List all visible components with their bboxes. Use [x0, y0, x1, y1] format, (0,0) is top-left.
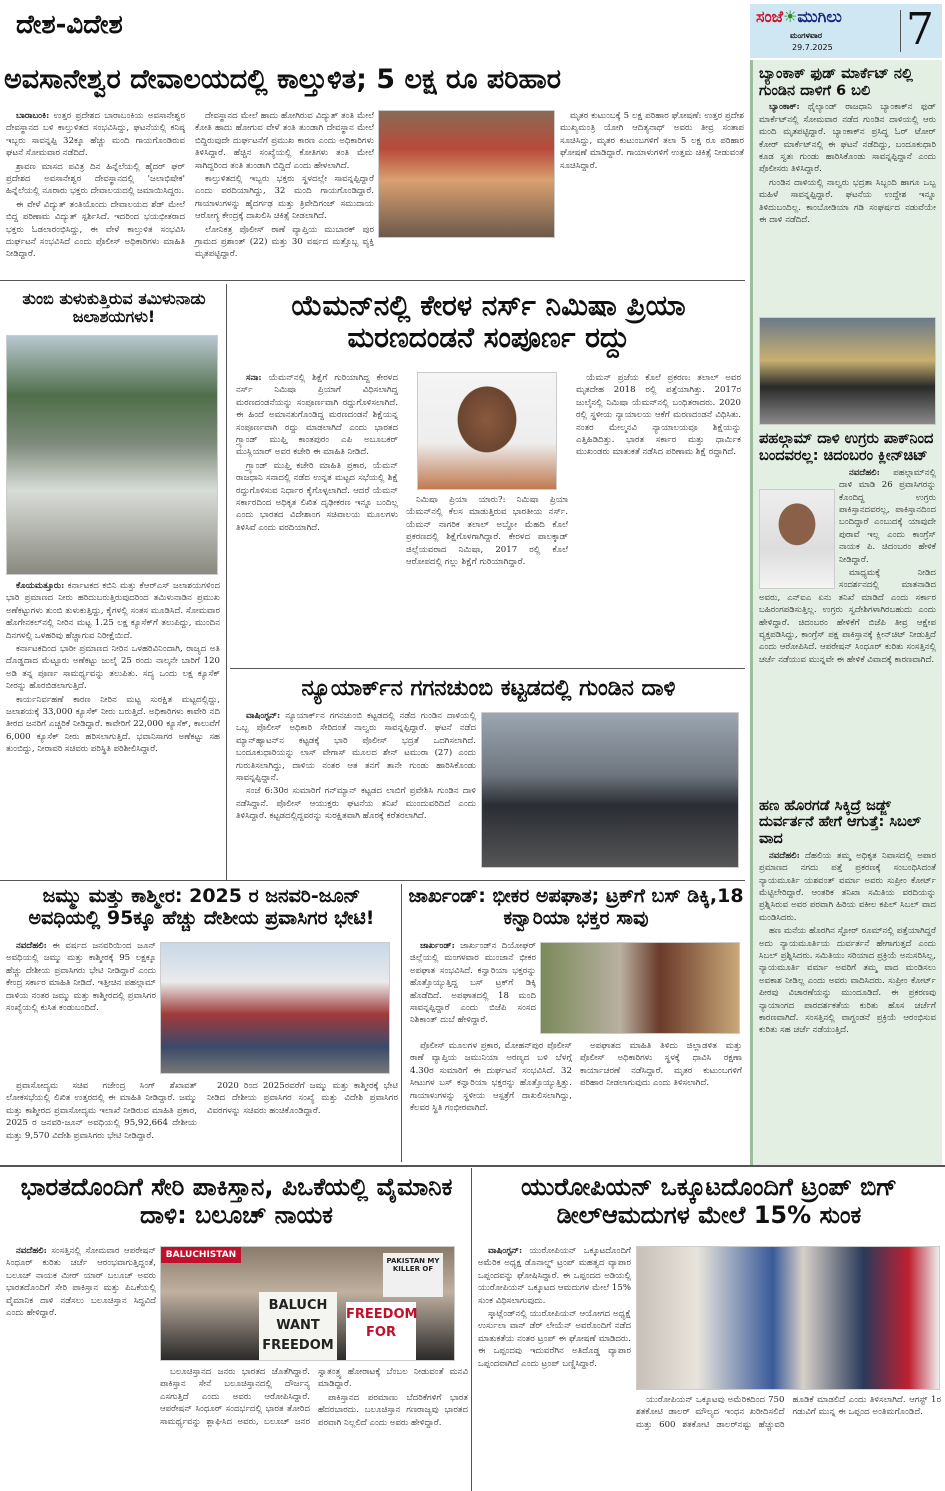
headline-sibal: ಹಣ ಹೊರಗಡೆ ಸಿಕ್ಕಿದ್ರೆ ಜಡ್ಜ್ ದುರ್ವರ್ತನೆ ಹೇಗೆ ಆಗುತ್ತೆ: ಸಿಬಲ್ ವಾದ	[759, 797, 921, 848]
palm-icon: ☀	[782, 7, 798, 26]
page-number: 7	[906, 4, 934, 55]
masthead	[750, 4, 942, 58]
article-body-yemen: ಸನಾ: ಯೆಮನ್‌ನಲ್ಲಿ ಶಿಕ್ಷೆಗೆ ಗುರಿಯಾಗಿದ್ದ ಕೇರಳದ ನರ್ಸ್ ನಿಮಿಷಾ ಪ್ರಿಯಾಗೆ ವಿಧಿಸಲಾಗಿದ್ದ ಮರಣದಂಡನೆಯನ್ನು ಸಂಪೂರ್ಣವಾಗಿ ರದ್ದುಗೊಳಿಸಲಾಗಿದೆ. ಈ ಹಿಂದೆ ಅಮಾನತುಗೊಂಡಿದ್ದ ಮರಣದಂಡನೆ ಶಿಕ್ಷೆಯನ್ನ ಸಂಪೂರ್ಣವಾಗಿ ರದ್ದು ಮಾಡಲಾಗಿದೆ ಎಂದು ಭಾರತದ ಗ್ರ್ಯಾಂಡ್ ಮುಫ್ತಿ ಕಾಂತಪುರಂ ಎಪಿ ಅಬೂಬಕರ್ ಮುಸ್ಲಿಯಾರ್ ಅವರ ಕಚೇರಿ ಈ ಮಾಹಿತಿ ನೀಡಿದೆ. ಗ್ರ್ಯಾಂಡ್ ಮುಫ್ತಿ ಕಚೇರಿ ಮಾಹಿತಿ ಪ್ರಕಾರ, ಯೆಮನ್ ರಾಜಧಾನಿ ಸನಾದಲ್ಲಿ ನಡೆದ ಉನ್ನತ ಮಟ್ಟದ ಸಭೆಯಲ್ಲಿ ಶಿಕ್ಷೆ ರದ್ದುಗೊಳಿಸುವ ನಿರ್ಧಾರ ಕೈಗೊಳ್ಳಲಾಗಿದೆ. ಆದರೆ ಯೆಮನ್ ಸರ್ಕಾರದಿಂದ ಅಧಿಕೃತ ಲಿಖಿತ ದೃಢೀಕರಣ ಇನ್ನೂ ಬಂದಿಲ್ಲ ಎಂದು ಭಾರತದ ವಿದೇಶಾಂಗ ಸಚಿವಾಲಯ ಮೂಲಗಳು ತಿಳಿಸಿವೆ ಎಂದು ವರದಿಯಾಗಿದೆ.	[236, 373, 398, 533]
article-body-jharkhand-left: ಜಾರ್ಖಂಡ್: ಜಾರ್ಖಂಡ್‌ನ ದಿಯೋಘರ್ ಜಿಲ್ಲೆಯಲ್ಲಿ ಮಂಗಳವಾರ ಮುಂಜಾನೆ ಭೀಕರ ಅಪಘಾತ ಸಂಭವಿಸಿದೆ. ಕನ್ವಾರಿಯಾ ಭಕ್ತರನ್ನು ಹೊತ್ತೊಯ್ಯುತ್ತಿದ್ದ ಬಸ್ ಟ್ರಕ್‌ಗೆ ಡಿಕ್ಕಿ ಹೊಡೆದಿದೆ. ಅಪಘಾತದಲ್ಲಿ 18 ಮಂದಿ ಸಾವನ್ನಪ್ಪಿದ್ದಾರೆ ಎಂದು ಬಿಜೆಪಿ ಸಂಸದ ನಿಶಿಕಾಂತ್ ದುಬೆ ಹೇಳಿದ್ದಾರೆ.	[410, 941, 536, 1026]
photo-stampede-crowd	[378, 110, 555, 238]
article-body-jammu: ಪ್ರವಾಸೋದ್ಯಮ ಸಚಿವ ಗಜೇಂದ್ರ ಸಿಂಗ್ ಶೆಖಾವತ್ ಲೋಕಸಭೆಯಲ್ಲಿ ಲಿಖಿತ ಉತ್ತರದಲ್ಲಿ ಈ ಮಾಹಿತಿ ನೀಡಿದ್ದಾರೆ. ಜಮ್ಮು ಮತ್ತು ಕಾಶ್ಮೀರದ ಪ್ರವಾಸೋದ್ಯಮ ಇಲಾಖೆ ನೀಡಿರುವ ಮಾಹಿತಿ ಪ್ರಕಾರ, 2025 ರ ಜನವರಿ-ಜೂನ್ ಅವಧಿಯಲ್ಲಿ 95,92,664 ದೇಶೀಯ ಮತ್ತು 9,570 ವಿದೇಶಿ ಪ್ರವಾಸಿಗರು ಭೇಟಿ ನೀಡಿದ್ದಾರೆ. 2020 ರಿಂದ 2025ರವರೆಗೆ ಜಮ್ಮು ಮತ್ತು ಕಾಶ್ಮೀರಕ್ಕೆ ಭೇಟಿ ನೀಡಿದ ದೇಶೀಯ ಪ್ರವಾಸಿಗರ ಸಂಖ್ಯೆ ಮತ್ತು ವಿದೇಶಿ ಪ್ರವಾಸಿಗರ ವಿವರಗಳನ್ನು ಸಚಿವರು ಹಂಚಿಕೊಂಡಿದ್ದಾರೆ.	[6, 1081, 398, 1141]
protest-sign: FREEDOM FOR	[346, 1302, 416, 1361]
article-body-sibal: ನವದೆಹಲಿ: ದೆಹಲಿಯ ತಮ್ಮ ಅಧಿಕೃತ ನಿವಾಸದಲ್ಲಿ ಅಪಾರ ಪ್ರಮಾಣದ ನಗದು ಪತ್ತೆ ಪ್ರಕರಣಕ್ಕೆ ಸಂಬಂಧಿಸಿದಂತೆ ನ್ಯಾಯಮೂರ್ತಿ ಯಶವಂತ್ ವರ್ಮಾ ಅವರು ಸುಪ್ರೀಂ ಕೋರ್ಟ್ ಮೆಟ್ಟಿಲೇರಿದ್ದಾರೆ. ಆಂತರಿಕ ತನಿಖಾ ಸಮಿತಿಯ ವರದಿಯನ್ನು ಪ್ರಶ್ನಿಸಿರುವ ಅವರ ಪರವಾಗಿ ಹಿರಿಯ ವಕೀಲ ಕಪಿಲ್ ಸಿಬಲ್ ವಾದ ಮಂಡಿಸಿದರು. ಹಣ ಮನೆಯ ಹೊರಗಿನ ಸ್ಟೋರ್ ರೂಮ್‌ನಲ್ಲಿ ಪತ್ತೆಯಾಗಿದ್ದರೆ ಅದು ನ್ಯಾಯಮೂರ್ತಿಯ ದುರ್ವರ್ತನೆ ಹೇಗಾಗುತ್ತದೆ ಎಂದು ಸಿಬಲ್ ಪ್ರಶ್ನಿಸಿದರು. ಸಮಿತಿಯು ಸರಿಯಾದ ಪ್ರಕ್ರಿಯೆ ಅನುಸರಿಸಿಲ್ಲ, ನ್ಯಾಯಮೂರ್ತಿ ವರ್ಮಾ ಅವರಿಗೆ ತಮ್ಮ ವಾದ ಮಂಡಿಸಲು ಅವಕಾಶ ನೀಡಿಲ್ಲ ಎಂದು ಅವರು ವಾದಿಸಿದರು. ಸುಪ್ರೀಂ ಕೋರ್ಟ್ ಪೀಠವು ವಿಚಾರಣೆಯನ್ನು ಮುಂದೂಡಿದೆ. ಈ ಪ್ರಕರಣವು ನ್ಯಾಯಾಂಗದ ಪಾರದರ್ಶಕತೆಯ ಕುರಿತು ಹೊಸ ಚರ್ಚೆಗೆ ಕಾರಣವಾಗಿದೆ. ಸಂಸತ್ತಿನಲ್ಲಿ ವಾಗ್ದಂಡನೆ ಪ್ರಕ್ರಿಯೆ ಆರಂಭಿಸುವ ಕುರಿತು ಸಹ ಚರ್ಚೆ ನಡೆಯುತ್ತಿದೆ.	[759, 850, 936, 1036]
article-body-jharkhand: ಪೊಲೀಸ್ ಮೂಲಗಳ ಪ್ರಕಾರ, ಮೋಹನ್‌ಪುರ ಪೊಲೀಸ್ ಠಾಣೆ ವ್ಯಾಪ್ತಿಯ ಜಮುನಿಯಾ ಅರಣ್ಯದ ಬಳಿ ಬೆಳಗ್ಗೆ 4.30ರ ಸುಮಾರಿಗೆ ಈ ದುರ್ಘಟನೆ ಸಂಭವಿಸಿದೆ. 32 ಸೀಟುಗಳ ಬಸ್ ಕನ್ವಾರಿಯಾ ಭಕ್ತರನ್ನು ಹೊತ್ತೊಯ್ಯುತ್ತಿತ್ತು. ಗಾಯಾಳುಗಳನ್ನು ಸ್ಥಳೀಯ ಆಸ್ಪತ್ರೆಗೆ ದಾಖಲಿಸಲಾಗಿದ್ದು, ಕೆಲವರ ಸ್ಥಿತಿ ಗಂಭೀರವಾಗಿದೆ. ಅಪಘಾತದ ಮಾಹಿತಿ ತಿಳಿದು ಜಿಲ್ಲಾಡಳಿತ ಮತ್ತು ಪೊಲೀಸ್ ಅಧಿಕಾರಿಗಳು ಸ್ಥಳಕ್ಕೆ ಧಾವಿಸಿ ರಕ್ಷಣಾ ಕಾರ್ಯಾಚರಣೆ ನಡೆಸಿದ್ದಾರೆ. ಮೃತರ ಕುಟುಂಬಗಳಿಗೆ ಪರಿಹಾರ ನೀಡಲಾಗುವುದು ಎಂದು ತಿಳಿಸಲಾಗಿದೆ.	[410, 1041, 742, 1114]
article-body-baloch: ಬಲೂಚಿಸ್ತಾನದ ಜನರು ಭಾರತದ ಜೊತೆಗಿದ್ದಾರೆ. ಪಾಕಿಸ್ತಾನ ಸೇನೆ ಬಲೂಚಿಸ್ತಾನದಲ್ಲಿ ದೌರ್ಜನ್ಯ ಎಸಗುತ್ತಿದೆ ಎಂದು ಅವರು ಆರೋಪಿಸಿದ್ದಾರೆ. ಆಪರೇಷನ್ ಸಿಂಧೂರ್ ಸಂದರ್ಭದಲ್ಲಿ ಭಾರತ ತೋರಿದ ಸಾಮರ್ಥ್ಯವನ್ನು ಶ್ಲಾಘಿಸಿದ ಅವರು, ಬಲೂಚ್ ಜನರ ಸ್ವಾತಂತ್ರ್ಯ ಹೋರಾಟಕ್ಕೆ ಬೆಂಬಲ ನೀಡುವಂತೆ ಮನವಿ ಮಾಡಿದ್ದಾರೆ. ಪಾಕಿಸ್ತಾನದ ಪರಮಾಣು ಬೆದರಿಕೆಗಳಿಗೆ ಭಾರತ ಹೆದರಬಾರದು. ಬಲೂಚಿಸ್ತಾನ ಗಣರಾಜ್ಯವು ಭಾರತದ ಪರವಾಗಿ ನಿಲ್ಲಲಿದೆ ಎಂದು ಅವರು ಹೇಳಿದ್ದಾರೆ.	[160, 1367, 468, 1428]
article-body-bangkok: ಬ್ಯಾಂಕಾಕ್: ಥೈಲ್ಯಾಂಡ್ ರಾಜಧಾನಿ ಬ್ಯಾಂಕಾಕ್‌ನ ಫುಡ್ ಮಾರ್ಕೆಟ್‌ನಲ್ಲಿ ಸೋಮವಾರ ನಡೆದ ಗುಂಡಿನ ದಾಳಿಯಲ್ಲಿ ಆರು ಮಂದಿ ಮೃತಪಟ್ಟಿದ್ದಾರೆ. ಬ್ಯಾಂಕಾಕ್‌ನ ಪ್ರಸಿದ್ಧ ಓರ್ ಟೋರ್ ಕೋರ್ ಮಾರ್ಕೆಟ್‌ನಲ್ಲಿ ಈ ಘಟನೆ ನಡೆದಿದ್ದು, ಬಂದೂಕುಧಾರಿ ಕೂಡ ಸ್ವತಃ ಗುಂಡು ಹಾರಿಸಿಕೊಂಡು ಸಾವನ್ನಪ್ಪಿದ್ದಾನೆ ಎಂದು ಪೊಲೀಸರು ತಿಳಿಸಿದ್ದಾರೆ. ಗುಂಡಿನ ದಾಳಿಯಲ್ಲಿ ನಾಲ್ವರು ಭದ್ರತಾ ಸಿಬ್ಬಂದಿ ಹಾಗೂ ಒಬ್ಬ ಮಹಿಳೆ ಸಾವನ್ನಪ್ಪಿದ್ದಾರೆ. ಘಟನೆಯ ಉದ್ದೇಶ ಇನ್ನೂ ತಿಳಿದುಬಂದಿಲ್ಲ. ಕಾಂಬೋಡಿಯಾ ಗಡಿ ಸಂಘರ್ಷದ ನಡುವೆಯೇ ಈ ದಾಳಿ ನಡೆದಿದೆ.	[759, 102, 936, 225]
photo-chidambaram	[759, 489, 835, 589]
sidebar	[750, 60, 942, 1165]
article-body-trump-left: ವಾಷಿಂಗ್ಟನ್: ಯುರೋಪಿಯನ್ ಒಕ್ಕೂಟದೊಂದಿಗೆ ಅಮೆರಿಕ ಅಧ್ಯಕ್ಷ ಡೊನಾಲ್ಡ್ ಟ್ರಂಪ್ ಮಹತ್ವದ ವ್ಯಾಪಾರ ಒಪ್ಪಂದವನ್ನು ಘೋಷಿಸಿದ್ದಾರೆ. ಈ ಒಪ್ಪಂದದ ಅಡಿಯಲ್ಲಿ ಯುರೋಪಿಯನ್ ಒಕ್ಕೂಟದ ಆಮದುಗಳ ಮೇಲೆ 15% ಸುಂಕ ವಿಧಿಸಲಾಗುವುದು. ಸ್ಕಾಟ್ಲೆಂಡ್‌ನಲ್ಲಿ ಯುರೋಪಿಯನ್ ಆಯೋಗದ ಅಧ್ಯಕ್ಷೆ ಉರ್ಸುಲಾ ವಾನ್ ಡೆರ್ ಲೇಯೆನ್ ಅವರೊಂದಿಗೆ ನಡೆದ ಮಾತುಕತೆಯ ನಂತರ ಟ್ರಂಪ್ ಈ ಘೋಷಣೆ ಮಾಡಿದರು. ಈ ಒಪ್ಪಂದವು ಇದುವರೆಗಿನ ಅತಿದೊಡ್ಡ ವ್ಯಾಪಾರ ಒಪ್ಪಂದವಾಗಿದೆ ಎಂದು ಟ್ರಂಪ್ ಬಣ್ಣಿಸಿದ್ದಾರೆ.	[478, 1246, 631, 1369]
issue-day: ಮಂಗಳವಾರ	[790, 31, 823, 40]
headline-jharkhand: ಜಾರ್ಖಂಡ್: ಭೀಕರ ಅಪಘಾತ; ಟ್ರಕ್‌ಗೆ ಬಸ್ ಡಿಕ್ಕಿ,18 ಕನ್ವಾರಿಯಾ ಭಕ್ತರ ಸಾವು	[408, 885, 744, 929]
photo-trump-von-der-leyen	[636, 1246, 940, 1390]
photo-baloch-protest	[160, 1246, 455, 1361]
article-body-dams: ಕೊಯಮತ್ತೂರು: ಕರ್ನಾಟಕದ ಕಬಿನಿ ಮತ್ತು ಕೆಆರ್‌ಎಸ್ ಜಲಾಶಯಗಳಿಂದ ಭಾರಿ ಪ್ರಮಾಣದ ನೀರು ಹರಿದುಬರುತ್ತಿರುವುದರಿಂದ ತಮಿಳುನಾಡಿನ ಪ್ರಮುಖ ಅಣೆಕಟ್ಟುಗಳು ತುಂಬಿ ತುಳುಕುತ್ತಿದ್ದು, ಕೈಗಳಲ್ಲಿ ಸಂತಸ ಮೂಡಿಸಿದೆ. ಸೋಮವಾರ ಹೊಗೇನಕಲ್‌ನಲ್ಲಿ ನೀರಿನ ಮಟ್ಟ 1.25 ಲಕ್ಷ ಕ್ಯೂಸೆಕ್‌ಗೆ ತಲುಪಿದ್ದು, ಮುಂದಿನ ದಿನಗಳಲ್ಲಿ ಒಳಹರಿವು ಹೆಚ್ಚಾಗುವ ನಿರೀಕ್ಷೆಯಿದೆ. ಕರ್ನಾಟಕದಿಂದ ಭಾರೀ ಪ್ರಮಾಣದ ನೀರಿನ ಒಳಹರಿವಿನಿಂದಾಗಿ, ರಾಜ್ಯದ ಅತಿ ದೊಡ್ಡದಾದ ಮೆಟ್ಟೂರು ಅಣೆಕಟ್ಟು ಜುಲೈ 25 ರಂದು ನಾಲ್ಕನೇ ಬಾರಿಗೆ 120 ಅಡಿ ತನ್ನ ಪೂರ್ಣ ಸಾಮರ್ಥ್ಯವನ್ನು ತಲುಪಿತು. ಸದ್ಯ ಒಂದು ಲಕ್ಷ ಕ್ಯೂಸೆಕ್ ನೀರನ್ನು ಹೊರಬಿಡಲಾಗುತ್ತಿದೆ. ಕಾರ್ಯನಿರ್ವಹಣೆ ಕಾರಣ ನೀರಿನ ಮಟ್ಟ ಸುರಕ್ಷಿತ ಮಟ್ಟದಲ್ಲಿದ್ದು, ಜಲಾಶಯಕ್ಕೆ 33,000 ಕ್ಯೂಸೆಕ್ ನೀರು ಬರುತ್ತಿದೆ. ಅಧಿಕಾರಿಗಳು ಕಾವೇರಿ ನದಿ ತೀರದ ಜನರಿಗೆ ಎಚ್ಚರಿಕೆ ನೀಡಿದ್ದಾರೆ. ಕಾವೇರಿಗೆ 22,000 ಕ್ಯೂಸೆಕ್, ಕಾಲುವೆಗೆ 6,000 ಕ್ಯೂಸೆಕ್ ನೀರು ಹರಿಸಲಾಗುತ್ತಿದೆ. ಭವಾನಿಸಾಗರ ಅಣೆಕಟ್ಟು ಸಹ ತುಂಬಿದ್ದು, ನೀರಾವರಿ ಸಚಿವರು ಪರಿಸ್ಥಿತಿ ಪರಿಶೀಲಿಸಿದ್ದಾರೆ.	[6, 581, 220, 755]
photo-tourists-kashmir	[160, 942, 390, 1074]
article-body-jammu-left: ನವದೆಹಲಿ: ಈ ವರ್ಷದ ಜನವರಿಯಿಂದ ಜೂನ್ ಅವಧಿಯಲ್ಲಿ ಜಮ್ಮು ಮತ್ತು ಕಾಶ್ಮೀರಕ್ಕೆ 95 ಲಕ್ಷಕ್ಕೂ ಹೆಚ್ಚು ದೇಶೀಯ ಪ್ರವಾಸಿಗರು ಭೇಟಿ ನೀಡಿದ್ದಾರೆ ಎಂದು ಕೇಂದ್ರ ಸರ್ಕಾರ ಮಾಹಿತಿ ನೀಡಿದೆ. ಇತ್ತೀಚಿನ ಪಹಲ್ಗಾಮ್ ದಾಳಿಯ ನಂತರ ಜಮ್ಮು ಮತ್ತು ಕಾಶ್ಮೀರದಲ್ಲಿ ಪ್ರವಾಸಿಗರ ಸಂಖ್ಯೆಯಲ್ಲಿ ಕುಸಿತ ಕಂಡುಬಂದಿದೆ.	[6, 941, 156, 1014]
article-body-yemen-right: ಯೆಮನ್ ಪ್ರಜೆಯ ಕೊಲೆ ಪ್ರಕರಣ: ತಲಾಲ್ ಅವರ ಮೃತದೇಹ 2018 ರಲ್ಲಿ ಪತ್ತೆಯಾಗಿತ್ತು. 2017ರ ಜುಲೈನಲ್ಲಿ ನಿಮಿಷಾ ಯೆಮನ್‌ನಲ್ಲಿ ಬಂಧಿತರಾದರು. 2020 ರಲ್ಲಿ ಸ್ಥಳೀಯ ನ್ಯಾಯಾಲಯ ಆಕೆಗೆ ಮರಣದಂಡನೆ ವಿಧಿಸಿತು. ನಂತರ ಮೇಲ್ಮನವಿ ನ್ಯಾಯಾಲಯವೂ ಶಿಕ್ಷೆಯನ್ನು ಎತ್ತಿಹಿಡಿದಿತ್ತು. ಭಾರತ ಸರ್ಕಾರ ಮತ್ತು ಧಾರ್ಮಿಕ ಮುಖಂಡರು ಮಾತುಕತೆ ನಡೆಸಿದ ಪರಿಣಾಮ ಶಿಕ್ಷೆ ರದ್ದಾಗಿದೆ.	[576, 373, 741, 458]
headline-stampede: ಅವಸಾನೇಶ್ವರ ದೇವಾಲಯದಲ್ಲಿ ಕಾಲ್ತುಳಿತ; 5 ಲಕ್ಷ ರೂ ಪರಿಹಾರ	[4, 64, 561, 95]
headline-baloch: ಭಾರತದೊಂದಿಗೆ ಸೇರಿ ಪಾಕಿಸ್ತಾನ, ಪಿಒಕೆಯಲ್ಲಿ ವೈಮಾನಿಕ ದಾಳಿ: ಬಲೂಚ್ ನಾಯಕ	[20, 1173, 453, 1229]
headline-pahalgam: ಪಹಲ್ಗಾಮ್ ದಾಳಿ ಉಗ್ರರು ಪಾಕ್‌ನಿಂದ ಬಂದವರಲ್ಲ: ಚಿದಂಬರಂ ಕ್ಲೀನ್‌ಚಿಟ್	[759, 431, 934, 465]
photo-police-newyork	[481, 712, 739, 868]
headline-newyork: ನ್ಯೂಯಾರ್ಕ್‌ನ ಗಗನಚುಂಬಿ ಕಟ್ಟಡದಲ್ಲಿ ಗುಂಡಿನ ದಾಳಿ	[301, 676, 676, 701]
headline-bangkok: ಬ್ಯಾಂಕಾಕ್ ಫುಡ್ ಮಾರ್ಕೆಟ್ ನಲ್ಲಿ ಗುಂಡಿನ ದಾಳಿಗೆ 6 ಬಲಿ	[759, 66, 913, 99]
photo-bangkok-market	[759, 317, 936, 425]
article-body-stampede: ಬಾರಾಬಂಕಿ: ಉತ್ತರ ಪ್ರದೇಶದ ಬಾರಾಬಂಕಿಯ ಅವಸಾನೇಶ್ವರ ದೇವಸ್ಥಾನದ ಬಳಿ ಕಾಲ್ತುಳಿತದ ಸಂಭವಿಸಿದ್ದು, ಘಟನೆಯಲ್ಲಿ ಕನಿಷ್ಠ ಇಬ್ಬರು ಸಾವನ್ನಪ್ಪಿ 32ಕ್ಕೂ ಹೆಚ್ಚು ಮಂದಿ ಗಾಯಗೊಂಡಿರುವ ಘಟನೆ ಸೋಮವಾರ ನಡೆದಿದೆ. ಶ್ರಾವಣ ಮಾಸದ ಪವಿತ್ರ ದಿನ ಹಿನ್ನೆಲೆಯಲ್ಲಿ ಹೈದರ್ ಘರ್ ಪ್ರದೇಶದ ಅವಸಾನೇಶ್ವರ ದೇವಸ್ಥಾನದಲ್ಲಿ 'ಜಲಾಭಿಷೇಕ' ಹಿನ್ನೆಲೆಯಲ್ಲಿ ನೂರಾರು ಭಕ್ತರು ದೇವಾಲಯದಲ್ಲಿ ಜಮಾಯಿಸಿದ್ದರು. ಈ ವೇಳೆ ವಿದ್ಯುತ್ ತಂತಿಯೊಂದು ದೇವಾಲಯದ ಶೆಡ್ ಮೇಲೆ ಬಿದ್ದ ಪರಿಣಾಮ ವಿದ್ಯುತ್ ಸ್ಪರ್ಶಿಸಿದೆ. ಇದರಿಂದ ಭಯಭೀತರಾದ ಭಕ್ತರು ಓಡಲಾರಂಭಿಸಿದ್ದು, ಈ ವೇಳೆ ಕಾಲ್ತುಳಿತ ಸಂಭವಿಸಿ ದುರ್ಘಟನೆ ಸಂಭವಿಸಿದೆ ಎಂದು ಪೊಲೀಸ್ ಅಧಿಕಾರಿಗಳು ಮಾಹಿತಿ ನೀಡಿದ್ದಾರೆ. ದೇವಸ್ಥಾನದ ಮೇಲೆ ಹಾದು ಹೋಗಿರುವ ವಿದ್ಯುತ್ ತಂತಿ ಮೇಲೆ ಕೋತಿ ಹಾದು ಹೋಗುವ ವೇಳೆ ತಂತಿ ತುಂಡಾಗಿ ದೇವಸ್ಥಾನ ಮೇಲೆ ಬಿದ್ದಿರುವುದೇ ದುರ್ಘಟನೆಗೆ ಪ್ರಮುಖ ಕಾರಣ ಎಂದು ಅಧಿಕಾರಿಗಳು ತಿಳಿಸಿದ್ದಾರೆ. ಹೆಚ್ಚಿನ ಸಂಖ್ಯೆಯಲ್ಲಿ ಕೋತಿಗಳು ತಂತಿ ಮೇಲೆ ಸಾಗಿದ್ದರಿಂದ ತಂತಿ ತುಂಡಾಗಿ ಬಿದ್ದಿದೆ ಎಂದು ಹೇಳಲಾಗಿದೆ. ಕಾಲ್ತುಳಿತದಲ್ಲಿ ಇಬ್ಬರು ಭಕ್ತರು ಸ್ಥಳದಲ್ಲೇ ಸಾವನ್ನಪ್ಪಿದ್ದಾರೆ ಎಂದು ವರದಿಯಾಗಿದ್ದು, 32 ಮಂದಿ ಗಾಯಗೊಂಡಿದ್ದಾರೆ. ಗಾಯಾಳುಗಳನ್ನು ಹೈದರ್ಗಢ ಮತ್ತು ತ್ರಿವೇದಿಗಂಜ್ ಸಮುದಾಯ ಆರೋಗ್ಯ ಕೇಂದ್ರಕ್ಕೆ ದಾಖಲಿಸಿ ಚಿಕಿತ್ಸೆ ನೀಡಲಾಗಿದೆ. ಲೋನಿಕತ್ರ ಪೊಲೀಸ್ ಠಾಣೆ ವ್ಯಾಪ್ತಿಯ ಮುಬಾರಕ್ ಪುರ ಗ್ರಾಮದ ಪ್ರಶಾಂತ್ (22) ಮತ್ತು 30 ವರ್ಷದ ಮತ್ತೊಬ್ಬ ವ್ಯಕ್ತಿ ಮೃತಪಟ್ಟಿದ್ದಾರೆ.	[6, 111, 374, 260]
section-title: ದೇಶ-ವಿದೇಶ	[16, 10, 123, 40]
article-body-newyork: ವಾಷಿಂಗ್ಟನ್: ನ್ಯೂಯಾರ್ಕ್‌ನ ಗಗನಚುಂಬಿ ಕಟ್ಟಡದಲ್ಲಿ ನಡೆದ ಗುಂಡಿನ ದಾಳಿಯಲ್ಲಿ ಒಬ್ಬ ಪೊಲೀಸ್ ಅಧಿಕಾರಿ ಸೇರಿದಂತೆ ನಾಲ್ವರು ಸಾವನ್ನಪ್ಪಿದ್ದಾರೆ. ಘಟನೆ ನಡೆದ ಮ್ಯಾನ್‌ಹ್ಯಾಟನ್‌ನ ಕಟ್ಟಡಕ್ಕೆ ಭಾರಿ ಪೊಲೀಸ್ ಭದ್ರತೆ ಒದಗಿಸಲಾಗಿದೆ. ಬಂದೂಕುಧಾರಿಯನ್ನು ಲಾಸ್ ವೇಗಾಸ್ ಮೂಲದ ಶೇನ್ ಟಮುರಾ (27) ಎಂದು ಗುರುತಿಸಲಾಗಿದ್ದು, ದಾಳಿಯ ನಂತರ ಆತ ತನಗೆ ತಾನೇ ಗುಂಡು ಹಾರಿಸಿಕೊಂಡು ಸಾವನ್ನಪ್ಪಿದ್ದಾನೆ. ಸಂಜೆ 6:30ರ ಸುಮಾರಿಗೆ ಗನ್‌ಮ್ಯಾನ್ ಕಟ್ಟಡದ ಲಾಬಿಗೆ ಪ್ರವೇಶಿಸಿ ಗುಂಡಿನ ದಾಳಿ ನಡೆಸಿದ್ದಾನೆ. ಪೊಲೀಸ್ ಆಯುಕ್ತರು ಘಟನೆಯ ತನಿಖೆ ಮುಂದುವರಿದಿದೆ ಎಂದು ತಿಳಿಸಿದ್ದಾರೆ. ಕಟ್ಟಡದಲ್ಲಿದ್ದವರನ್ನು ಸುರಕ್ಷಿತವಾಗಿ ಹೊರಕ್ಕೆ ಕರೆತರಲಾಗಿದೆ.	[236, 711, 476, 822]
headline-dams: ತುಂಬಿ ತುಳುಕುತ್ತಿರುವ ತಮಿಳುನಾಡು ಜಲಾಶಯಗಳು!	[22, 289, 206, 327]
article-body-yemen-middle: ನಿಮಿಷಾ ಪ್ರಿಯಾ ಯಾರು?: ನಿಮಿಷಾ ಪ್ರಿಯಾ ಯೆಮನ್‌ನಲ್ಲಿ ಕೆಲಸ ಮಾಡುತ್ತಿರುವ ಭಾರತೀಯ ನರ್ಸ್. ಯೆಮನ್ ನಾಗರಿಕ ತಲಾಲ್ ಅಬ್ದೋ ಮೆಹದಿ ಕೊಲೆ ಪ್ರಕರಣದಲ್ಲಿ ಶಿಕ್ಷೆಗೊಳಗಾಗಿದ್ದಾರೆ. ಕೇರಳದ ಪಾಲಕ್ಕಾಡ್ ಜಿಲ್ಲೆಯವರಾದ ನಿಮಿಷಾ, 2017 ರಲ್ಲಿ ಕೊಲೆ ಆರೋಪದಲ್ಲಿ ಗಲ್ಲು ಶಿಕ್ಷೆಗೆ ಗುರಿಯಾಗಿದ್ದಾರೆ.	[406, 372, 568, 664]
photo-nimisha-priya	[417, 372, 557, 490]
article-body-baloch-left: ನವದೆಹಲಿ: ಸಂಸತ್ತಿನಲ್ಲಿ ಸೋಮವಾರ ಆಪರೇಷನ್ ಸಿಂಧೂರ್ ಕುರಿತು ಚರ್ಚೆ ಆರಂಭವಾಗುತ್ತಿದ್ದಂತೆ, ಬಲೂಚ್ ನಾಯಕ ಮೀರ್ ಯಾರ್ ಬಲೂಚ್ ಅವರು ಭಾರತದೊಂದಿಗೆ ಸೇರಿ ಪಾಕಿಸ್ತಾನ ಮತ್ತು ಪಿಒಕೆಯಲ್ಲಿ ವೈಮಾನಿಕ ದಾಳಿ ನಡೆಸಲು ಬಲೂಚಿಸ್ತಾನ ಸಿದ್ಧವಿದೆ ಎಂದು ಹೇಳಿದ್ದಾರೆ.	[6, 1246, 156, 1319]
headline-trump: ಯುರೋಪಿಯನ್ ಒಕ್ಕೂಟದೊಂದಿಗೆ ಟ್ರಂಪ್ ಬಿಗ್ ಡೀಲ್‌ಆಮದುಗಳ ಮೇಲೆ 15% ಸುಂಕ	[521, 1173, 897, 1229]
protest-sign: BALUCH WANT FREEDOM	[259, 1292, 337, 1361]
photo-bus-accident	[540, 942, 740, 1034]
issue-date: 29.7.2025	[792, 43, 833, 52]
article-body-pahalgam: ನವದೆಹಲಿ: ಪಹಲ್ಗಾಮ್‌ನಲ್ಲಿ ದಾಳಿ ಮಾಡಿ 26 ಪ್ರವಾಸಿಗರನ್ನು ಕೊಂದಿದ್ದ ಉಗ್ರರು ಪಾಕಿಸ್ತಾನದವರಲ್ಲ, ಪಾಕಿಸ್ತಾನದಿಂದ ಬಂದಿದ್ದಾರೆ ಎಂಬುದಕ್ಕೆ ಯಾವುದೇ ಪುರಾವೆ ಇಲ್ಲ ಎಂದು ಕಾಂಗ್ರೆಸ್ ನಾಯಕ ಪಿ. ಚಿದಂಬರಂ ಹೇಳಿಕೆ ನೀಡಿದ್ದಾರೆ. ಮಾಧ್ಯಮಕ್ಕೆ ನೀಡಿದ ಸಂದರ್ಶನದಲ್ಲಿ ಮಾತನಾಡಿದ ಅವರು, ಎನ್‌ಐಎ ಏನು ತನಿಖೆ ಮಾಡಿದೆ ಎಂದು ಸರ್ಕಾರ ಬಹಿರಂಗಪಡಿಸುತ್ತಿಲ್ಲ. ಉಗ್ರರು ಸ್ವದೇಶಿಗಳಾಗಿರಬಹುದು ಎಂದು ಹೇಳಿದ್ದಾರೆ. ಚಿದಂಬರಂ ಹೇಳಿಕೆಗೆ ಬಿಜೆಪಿ ತೀವ್ರ ಆಕ್ಷೇಪ ವ್ಯಕ್ತಪಡಿಸಿದ್ದು, ಕಾಂಗ್ರೆಸ್ ಪಕ್ಷ ಪಾಕಿಸ್ತಾನಕ್ಕೆ ಕ್ಲೀನ್‌ಚಿಟ್ ನೀಡುತ್ತಿದೆ ಎಂದು ಆರೋಪಿಸಿದೆ. ಆಪರೇಷನ್ ಸಿಂಧೂರ್ ಕುರಿತು ಸಂಸತ್ತಿನಲ್ಲಿ ಚರ್ಚೆ ನಡೆಯುವ ಮುನ್ನವೇ ಈ ಹೇಳಿಕೆ ವಿವಾದಕ್ಕೆ ಕಾರಣವಾಗಿದೆ.	[759, 467, 936, 665]
protest-banner: BALUCHISTAN	[161, 1247, 241, 1263]
headline-jammu: ಜಮ್ಮು ಮತ್ತು ಕಾಶ್ಮೀರ: 2025 ರ ಜನವರಿ-ಜೂನ್ ಅವಧಿಯಲ್ಲಿ 95ಕ್ಕೂ ಹೆಚ್ಚು ದೇಶೀಯ ಪ್ರವಾಸಿಗರ ಭೇಟಿ!	[28, 885, 375, 929]
headline-yemen: ಯೆಮನ್‌ನಲ್ಲಿ ಕೇರಳ ನರ್ಸ್ ನಿಮಿಷಾ ಪ್ರಿಯಾ ಮರಣದಂಡನೆ ಸಂಪೂರ್ಣ ರದ್ದು	[291, 289, 686, 355]
protest-sign: PAKISTAN MY KILLER OF	[383, 1253, 443, 1297]
article-body-stampede-right: ಮೃತರ ಕುಟುಂಬಕ್ಕೆ 5 ಲಕ್ಷ ಪರಿಹಾರ ಘೋಷಣೆ: ಉತ್ತರ ಪ್ರದೇಶ ಮುಖ್ಯಮಂತ್ರಿ ಯೋಗಿ ಆದಿತ್ಯನಾಥ್ ಅವರು ತೀವ್ರ ಸಂತಾಪ ಸೂಚಿಸಿದ್ದು, ಮೃತರ ಕುಟುಂಬಗಳಿಗೆ ತಲಾ 5 ಲಕ್ಷ ರೂ ಪರಿಹಾರ ಘೋಷಣೆ ಮಾಡಿದ್ದಾರೆ. ಗಾಯಾಳುಗಳಿಗೆ ಉತ್ತಮ ಚಿಕಿತ್ಸೆ ನೀಡುವಂತೆ ಸೂಚಿಸಿದ್ದಾರೆ.	[560, 111, 744, 171]
photo-waterfall	[6, 335, 218, 575]
article-body-trump: ಯುರೋಪಿಯನ್ ಒಕ್ಕೂಟವು ಅಮೆರಿಕದಿಂದ 750 ಶತಕೋಟಿ ಡಾಲರ್ ಮೌಲ್ಯದ ಇಂಧನ ಖರೀದಿಸಲಿದೆ ಮತ್ತು 600 ಶತಕೋಟಿ ಡಾಲರ್‌ನಷ್ಟು ಹೆಚ್ಚುವರಿ ಹೂಡಿಕೆ ಮಾಡಲಿದೆ ಎಂದು ತಿಳಿಸಲಾಗಿದೆ. ಆಗಸ್ಟ್ 1ರ ಗಡುವಿಗೆ ಮುನ್ನ ಈ ಒಪ್ಪಂದ ಅಂತಿಮಗೊಂಡಿದೆ.	[636, 1395, 941, 1430]
brand-logo: ಸಂಜೆ☀ಮುಗಿಲು	[756, 7, 842, 26]
